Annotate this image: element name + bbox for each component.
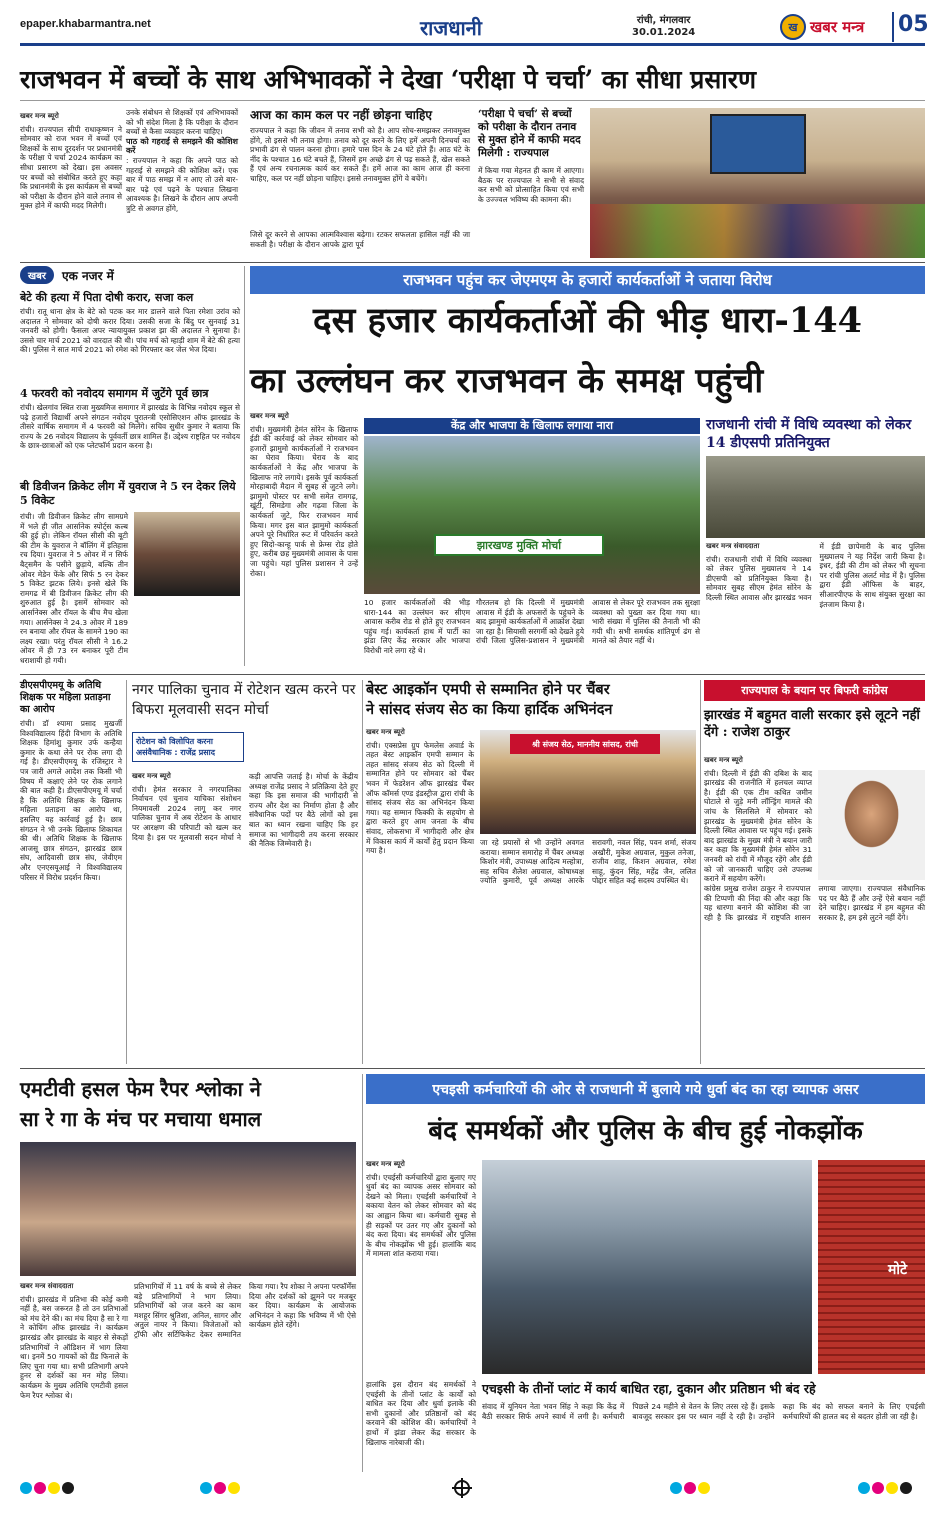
municipal-story — [132, 680, 358, 849]
brief-item-3 — [20, 480, 240, 665]
lead-text-2: गौरतलब हो कि दिल्ली में मुख्यमंत्री आवास में ईडी के अफसरों के पहुंचने के बाद झामुमो कार्यकर्ताओं में आक्रोश देखा जा रहा है। सियासी सरगर्मी को देखते हुये रांची जिला पुलिस-प्रशासन ने मुख्यमंत्री आवास से लेकर पूरे राजभवन तक सुरक्षा व्यवस्था को पुख्ता कर दिया गया था। भारी संख्या में पुलिस की तैनाती भी की गयी थी। सभी समर्थक शांतिपूर्ण ढंग से मानते को तैयार नहीं थे। — [476, 598, 700, 646]
byline: खबर मन्त्र ब्यूरो — [366, 1160, 405, 1168]
bandh-text — [366, 1160, 476, 1374]
byline: खबर मन्त्र संवाददाता — [20, 1282, 74, 1290]
print-registration-bar — [20, 1478, 925, 1500]
lead-kicker: राजभवन पहुंच कर जेएमएम के हजारों कार्यकर्ताओं ने जताया विरोध — [250, 266, 925, 294]
bandh-kicker: एचइसी कर्मचारियों की ओर से राजधानी में बुलाये गये धुर्वा बंद का रहा व्यापक असर — [366, 1074, 925, 1104]
brief-label: खबर — [20, 266, 54, 284]
color-dots — [670, 1482, 710, 1494]
dateline — [632, 15, 695, 39]
divider — [362, 680, 363, 1064]
award-headline-1: बेस्ट आइकॉन एमपी से सम्मानित होने पर चैंबर — [366, 681, 610, 698]
divider — [362, 1074, 363, 1472]
award-text-2: जा रहे प्रयासों से भी उन्होंने अवगत कराया। सम्मान समारोह में चैंबर अध्यक्ष किशोर मंत्री, उपाध्यक्ष आदित्य मल्होत्रा, सह सचिव शैलेश अग्रवाल, कोषाध्यक्ष ज्योति कुमारी, पूर्व अध्यक्ष आरके सरावगी, नवल सिंह, पवन शर्मा, संजय अखौरी, मुकेश अग्रवाल, मुकुल तनेजा, राजीव शाह, किशन अग्रवाल, रमेश साहू, कुंदन सिंह, महेंद्र जैन, ललित पोद्दार सहित कई सदस्य उपस्थित थे। — [480, 838, 696, 886]
award-body: रांची। एक्सप्रेस ग्रुप फेमलेस अवार्ड के तहत बेस्ट आइकॉन एमपी सम्मान के तहत सांसद संजय सेठ को दिल्ली में सम्मानित होने पर सोमवार को चैंबर भवन में फेडरेशन ऑफ झारखंड चैंबर ऑफ कॉमर्स एण्ड इंडस्ट्रीज द्वारा रांची के सांसद संजय सेठ का अभिनंदन किया गया। यह सम्मान फिक्की के सहयोग से द्वारा करते हुए आम जनता के बीच संवाद, लोकसभा में भागीदारी और क्षेत्र में विकास कार्य में कार्यों हेतु प्रदान किया गया है। — [366, 740, 474, 856]
municipal-body: रांची। हेमंत सरकार ने नगरपालिका निर्वाचन एवं चुनाव याचिका संशोधन नियमावली 2024 लागू कर नगर पालिका चुनाव में अब रोटेशन के आधार पर आरक्षण की परिपाटी को खत्म कर दिया है। इस पर मूलवासी सदन मोर्चा ने कड़ी आपत्ति जताई है। मोर्चा के केंद्रीय अध्यक्ष राजेंद्र प्रसाद ने प्रतिक्रिया देते हुए कहा कि इस समाज की भागीदारी से राज्य और देश का निर्माण होता है और संवैधानिक पदों पर बैठे लोगों को इस बात का ध्यान रखना चाहिए कि हर समाज का भागीदारी तय करना सरकार की नैतिक जिम्मेवारी है। — [132, 772, 358, 849]
byline: खबर मन्त्र ब्यूरो — [704, 756, 743, 764]
shutter-photo — [818, 1160, 925, 1374]
congress-kicker: राज्यपाल के बयान पर बिफरी कांग्रेस — [704, 680, 925, 701]
top-story-col1 — [20, 112, 122, 260]
brief-header — [20, 266, 240, 284]
byline: खबर मन्त्र ब्यूरो — [20, 112, 59, 120]
top-story-text-3: : राज्यपाल ने कहा कि अपने पाठ को गहराई से समझने की कोशिश करें। एक बार में पाठ समझ में न आए तो उसे बार-बार पढ़े एवं पढ़ने के पश्चात लिखना आवश्यक है। लिखने के दौरान आप अपनी त्रुटि से अवगत होंगे, — [126, 155, 238, 213]
brief-headline: 4 फरवरी को नवोदय समागम में जुटेंगे पूर्व छात्र — [20, 387, 209, 400]
brand-name: खबर मन्त्र — [810, 18, 865, 36]
law-order-text — [706, 542, 925, 670]
bandh-protest-photo — [482, 1160, 812, 1374]
color-dots-right — [858, 1482, 912, 1494]
award-photo-banner: श्री संजय सेठ, माननीय सांसद, रांची — [510, 734, 660, 754]
councillor-text: रांची। डॉ श्यामा प्रसाद मुखर्जी विश्वविद्यालय हिंदी विभाग के अतिथि शिक्षक हिमांशु कुमार उर्फ कन्हैया कुमार के कथा लेने पर रोक लगा दी गई है। डीएसपीएमयू के रजिस्ट्रार ने पत्र जारी अगले आदेश तक किसी भी विषय में कक्षाएं लेने पर रोक लगाने की बात कही है। डीएसपीएमयू में चर्चा है कि अतिथि शिक्षक के खिलाफ महिला प्रताड़ना का आरोप था, इसलिए यह कार्रवाई हुई है। छात्र संगठन ने भी उनके खिलाफ शिकायत की थी। अतिथि शिक्षक के खिलाफ आजसू छात्र संगठन, झारखंड छात्र संघ, आदिवासी छात्र संघ, जेवीएम और एनएसयूआई ने विश्वविद्यालय परिसर में विरोध प्रदर्शन किया। — [20, 719, 122, 882]
site-url[interactable]: epaper.khabarmantra.net — [20, 18, 151, 30]
lead-text-body: रांची। मुख्यमंत्री हेमंत सोरेन के खिलाफ ईडी की कार्रवाई को लेकर सोमवार को हजारों झामुमो कार्यकर्ताओं ने राजभवन का घेराव किया। घेराव के बाद कार्यकर्ताओं ने केंद्र और भाजपा के खिलाफ नारे लगाये। इसके पूर्व कार्यकर्ता मोरहाबादी मैदान में सुबह से जुटने लगे। झामुमो पोस्टर पर सभी समेत रामगढ़, खूंटी, सिमडेगा और गढ़वा जिला के कार्यकर्ता जुटे, फिर राजभवन मार्च किया। मगर इस बात झामुमो कार्यकर्ता अपने पूरे निर्धारित रूट में परिवर्तन करते हुए सिदो-कान्हू पार्क से फ्रेम्स रोड होते हुए, करीब छह मुख्यमंत्री आवास के पास जा पहुंचे। यहां पुलिस प्रशासन ने उन्हें रोका। — [250, 424, 358, 578]
top-story-subhead: पाठ को गहराई से समझने की कोशिश करें — [126, 136, 238, 156]
bandh-text-3: संवाद में यूनियन नेता भवन सिंह ने कहा कि केंद्र में बैठी सरकार सिर्फ अपने स्वार्थ में लगी है। कर्मचारी पिछले 24 महीने से वेतन के लिए तरस रहे हैं। इसके बावजूद सरकार इस पर ध्यान नहीं दे रही है। उन्होंने कहा कि बंद को सफल बनाने के लिए एचईसी कर्मचारियों की हालत बद से बदतर होती जा रही है। — [482, 1402, 925, 1421]
date-city: रांची, मंगलवार — [636, 15, 691, 26]
shloka-text — [20, 1282, 128, 1468]
congress-text — [704, 756, 812, 884]
brief-title: एक नजर में — [61, 268, 114, 283]
divider — [20, 1068, 925, 1069]
shloka-headline-2: सा रे गा के मंच पर मचाया धमाल — [20, 1107, 262, 1131]
top-story-text: रांची। राज्यपाल सीपी राधाकृष्णन ने सोमवार को राज भवन में बच्चों एवं शिक्षकों के साथ दूरदर्शन पर प्रधानमंत्री के परीक्षा पे चर्चा 2024 कार्यक्रम का सीधा प्रसारण को देखा। इस अवसर पर बच्चों को संबोधित करते हुए कहा कि प्रधानमंत्री के इस कार्यक्रम से बच्चों को परीक्षा के दौरान होने वाले तनाव से मुक्त होने में काफी मदद मिलेगी। — [20, 124, 122, 211]
top-story-col2 — [126, 108, 238, 260]
lead-photo-caption: 10 हजार कार्यकर्ताओं की भीड़ धारा-144 का उल्लंघन कर सीएम आवास करीब रोड से होते हुए राजभवन पहुंच गई। कार्यकर्ता हाथ में पार्टी का झंडा लिए केंद्र सरकार और भाजपा विरोधी नारे लगा रहे थे। — [364, 598, 470, 655]
shloka-photo — [20, 1142, 356, 1276]
byline: खबर मन्त्र संवाददाता — [706, 542, 760, 550]
rajbhavan-photo — [590, 108, 925, 258]
brief-headline: बी डिवीजन क्रिकेट लीग में युवराज ने 5 रन देकर लिये 5 विकेट — [20, 480, 236, 507]
top-story-text-6: में किया गया मेहनत ही काम में आएगा। बैठक पर राज्यपाल ने सभी से संवाद कर सभी को प्रोत्साहित किया एवं सभी के उज्ज्वल भविष्य की कामना की। — [478, 166, 584, 204]
shloka-text-2: प्रतिभागियों में 11 वर्ष के बच्चे से लेकर बड़े प्रतिभागियों ने भाग लिया। प्रतिभागियों को जज करने का काम मशहूर सिंगर श्रुतिशा, अनिल, सागर और अतुल नायर ने किया। विजेताओं को ट्रॉफी और सर्टिफिकेट देकर सम्मानित किया गया। रैप शोका ने अपना परफॉर्मेंस दिया और दर्शकों को झूमने पर मजबूर कर दिया। कार्यक्रम के आयोजक अभिनंदन ने कहा कि भविष्य में भी ऐसे कार्यक्रम होते रहेंगे। — [134, 1282, 357, 1339]
lead-headline-1: दस हजार कार्यकर्ताओं की भीड़ धारा-144 — [313, 300, 862, 341]
brief-headline: बेटे की हत्या में पिता दोषी करार, सजा कल — [20, 291, 194, 304]
congress-story — [704, 680, 925, 741]
audience — [590, 204, 925, 258]
shloka-story — [20, 1074, 356, 1134]
top-story-text-5: जिसे दूर करने से आपका आत्मविश्वास बढ़ेगा। रटकर सफलता हासिल नहीं की जा सकती है। परीक्षा के दौरान आपके द्वारा पूर्व — [250, 230, 470, 249]
brand-logo-icon: ख — [780, 14, 806, 40]
councillor-story — [20, 680, 122, 1051]
byline: खबर मन्त्र ब्यूरो — [132, 772, 171, 780]
municipal-headline: नगर पालिका चुनाव में रोटेशन खत्म करने पर बिफरा मूलवासी सदन मोर्चा — [132, 682, 356, 718]
top-story-headline: राजभवन में बच्चों के साथ अभिभावकों ने देखा ‘परीक्षा पे चर्चा’ का सीधा प्रसारण — [20, 65, 757, 94]
award-photo — [480, 730, 696, 834]
brief-item-1 — [20, 290, 240, 383]
award-text — [366, 728, 474, 1064]
municipal-quote-box: रोटेशन को विलोपित करना असंवैधानिक : राजेंद्र प्रसाद — [132, 732, 244, 762]
divider — [20, 674, 925, 675]
page-number: 05 — [892, 12, 925, 42]
municipal-text — [132, 772, 358, 1062]
top-story-text-2: उनके संबोधन से शिक्षकों एवं अभिभावकों को भी संदेश मिला है कि परीक्षा के दौरान बच्चों से कैसा व्यवहार करना चाहिए। — [126, 108, 238, 137]
bandh-headline: बंद समर्थकों और पुलिस के बीच हुई नोकझोंक — [428, 1116, 863, 1146]
bandh-text-2: हालांकि इस दौरान बंद समर्थकों ने एचईसी के तीनों प्लांट के कार्यों को बाधित कर दिया और धुर्वा इलाके की सभी दुकानों और प्रतिष्ठानों को बंद करवाने की कोशिश की। कर्मचारियों ने हाथों में झंडा लेकर केंद्र सरकार के खिलाफ नारेबाजी की। — [366, 1380, 476, 1447]
brief-text: रांची। रातू थाना क्षेत्र के बेटे को पटक कर मार डालने वाले पिता रमेशा उरांव को अदालत ने सोमवार को दोषी करार दिया। उसकी सजा के बिंदु पर सुनवाई 31 जनवरी को होगी। फैसला अपर न्यायायुक्त प्रकाश झा की अदालत ने सुनाया है। उससे चार मार्च 2021 को वारदात की थी। पांच मर्च को म्हाड़ी शाम में बेटे की हत्या की। पुलिस ने सात मार्च 2021 को रमेश को गिरफ्तार कर जेल भेज दिया। — [20, 307, 240, 355]
shutter-sign: मोटे — [888, 1262, 908, 1278]
congress-body: रांची। दिल्ली में ईडी की दबिश के बाद झारखंड की राजनीति में हलचल व्याप्त है। ईडी की एक टीम कथित जमीन घोटाले से जुड़े मनी लॉन्ड्रिंग मामले की जांच के सिलसिले में सोमवार को झारखंड के मुख्यमंत्री हेमंत सोरेन के दिल्ली स्थित आवास पर पहुंच गई। इसके बाद झारखंड के मुख्य मंत्री ने बयान जारी कर कहा कि मुख्यमंत्री हेमंत सोरेन 31 जनवरी को रांची में मौजूद रहेंगे और ईडी को जो जानकारी चाहिए उसे उपलब्ध कराने में सहयोग करेंगे। — [704, 768, 812, 884]
award-story — [366, 680, 696, 720]
brief-text: रांची। जी डिवीजन क्रिकेट लीग सामग्रमे में भले ही जीत आर्सानेक स्पोर्ट्स कल्ब की हुई हो। लेकिन रॉयल सीसी की बूटी की टीम के युवराज ने बॉलिंग में इतिहास रच दिया। युवराज ने 5 ओवर में न सिर्फ बैट्समैन के पसीने छुड़ाये, बल्कि तीन ओवर मेडेन फेंके और सिर्फ 5 रन देकर 5 विकेट झटक लिये। इनसे खेले कि रामगढ में बी डिवीजन क्रिकेट लीग की शुरुआत हुई है। इसमें सोमवार को आर्सानेक्स और रॉयल के बीच मैच खेला गया। आर्सनेक्स ने 24.3 ओवर में 189 रन बनाया और रॉयल के सामने 190 का लक्ष्य रखा। परंतु रॉयल सीसी ने 16.2 ओवर में ही 73 रन बनाकर पूरी टीम धराशायी हो गयी। — [20, 512, 128, 665]
crosshair-icon — [454, 1480, 470, 1496]
tv-screen — [710, 114, 806, 174]
award-headline-2: ने सांसद संजय सेठ का किया हार्दिक अभिनंदन — [366, 701, 613, 718]
divider — [126, 680, 127, 1064]
protest-banner: झारखण्ड मुक्ति मोर्चा — [434, 534, 604, 556]
divider — [20, 100, 925, 101]
protest-photo — [364, 436, 700, 594]
date: 30.01.2024 — [632, 27, 696, 38]
top-story-col3 — [250, 106, 470, 266]
divider — [700, 680, 701, 1064]
cricketer-photo — [134, 512, 240, 596]
brief-text: रांची। खेलगांव स्थित राजा मुख्यमिज समागार में झारखंड के विभिन्न नवोदय स्कूल से पढ़े हजारों विद्यार्थी अपने संगठन नवोदय पुरातन्त्री एसोसिएशन ऑफ झारखंड के तीसरे वार्षिक समागम में 4 फरवरी को मिलेंगे। सचिव सुधीर कुमार ने बताया कि राज्य के 26 नवोदय विद्यालय के पूर्ववर्ती छात्र शामिल हैं। उद्देश्य राष्ट्रहित पर नवोदय के छात्र-छात्राओं को एक प्लेटफॉर्म प्रदान करना है। — [20, 403, 240, 451]
police-photo — [706, 456, 925, 538]
quote-head: आज का काम कल पर नहीं छोड़ना चाहिए — [250, 108, 433, 122]
masthead — [20, 12, 929, 46]
rajesh-thakur-photo — [818, 770, 925, 880]
bandh-body: रांची। एचईसी कर्मचारियों द्वारा बुलाए गए धुर्वा बंद का व्यापक असर सोमवार को देखने को मिला। एचईसी कर्मचारियों ने बकाया वेतन को लेकर सोमवार को बंद का आह्वान किया था। कर्मचारी सुबह से ही सड़कों पर उतर गए और दुकानों को बंद करा दिया। बंद समर्थकों और पुलिस के बीच नोकझोंक भी हुई। हालांकि बाद में मामला शांत कराया गया। — [366, 1172, 476, 1259]
top-story-text-4: राज्यपाल ने कहा कि जीवन में तनाव सभी को है। आप सोच-समझकर तनावमुक्त होंगे, तो इससे भी तनाव होगा। तनाव को दूर करने के लिए हमें अपनी दिनचर्या का प्रभावी ढंग से पालन करना होगा। हमारे पास दिन के 24 घंटे होते हैं। आठ घंटे के नींद के पश्चात 16 घंटे बचते हैं, जिसमें हम अच्छे ढंग से पढ़ सकते हैं, खेल सकते हैं एवं अन्य रचनात्मक कार्य कर सकते हैं। हमें आज का काम आज ही करना चाहिए, कल पर नहीं छोड़ना चाहिए। इससे तनावमुक्त होंगे वे बचेंगे। — [250, 126, 470, 183]
section-title: राजधानी — [420, 16, 482, 40]
color-dots-left — [20, 1482, 74, 1494]
brief-item-2 — [20, 386, 240, 479]
congress-text-2: कांग्रेस प्रमुख राजेश ठाकुर ने राज्यपाल की टिप्पणी की निंदा की और कहा कि यह धारणा बनाने की कोशिश की जा रही है कि झारखंड में राष्ट्रपति शासन लगाया जाएगा। राज्यपाल संवैधानिक पद पर बैठे हैं और उन्हें ऐसे बयान नहीं देने चाहिए। झारखंड में हम बहुमत की सरकार है, हम इसे लुटने नहीं देंगे। — [704, 884, 925, 922]
bandh-subhead: एचइसी के तीनों प्लांट में कार्य बाधित रहा, दुकान और प्रतिष्ठान भी बंद रहे — [482, 1381, 816, 1396]
lead-photo-caption-head: केंद्र और भाजपा के खिलाफ लगाया नारा — [364, 418, 700, 434]
law-order-body: रांची। राजधानी रांची में विधि व्यवस्था को लेकर पुलिस मुख्यालय ने 14 डीएसपी को प्रतिनियुक्त किया है। सोमवार सुबह सीएम हेमंत सोरेन के दिल्ली स्थित आवास और झारखंड भवन में ईडी छापेमारी के बाद पुलिस मुख्यालय ने यह निर्देश जारी किया है। इधर, ईडी की टीम को लेकर भी सूचना पर रांची पुलिस अलर्ट मोड में है। पुलिस द्वारा ईडी ऑफिस के बाहर, सीआरपीएफ के साथ संयुक्त सुरक्षा का इंतजाम किया है। — [706, 542, 925, 609]
color-dots — [200, 1482, 240, 1494]
brand — [780, 12, 890, 42]
lead-headline-2: का उल्लंघन कर राजभवन के समक्ष पहुंची — [250, 361, 764, 401]
councillor-headline: डीएसपीएमयू के अतिथि शिक्षक पर महिला प्रताड़ना का आरोप — [20, 680, 111, 715]
pull-quote-block — [478, 108, 584, 222]
lead-text — [250, 412, 358, 670]
divider — [20, 262, 925, 263]
divider — [244, 266, 245, 666]
byline: खबर मन्त्र ब्यूरो — [250, 412, 289, 420]
shloka-headline-1: एमटीवी हसल फेम रैपर श्लोका ने — [20, 1077, 261, 1101]
shloka-body: रांची। झारखंड में प्रतिभा की कोई कमी नहीं है, बस जरूरत है तो उन प्रतिभाओं को मंच देने की। का मंच दिया है सा रे गा ने कोचिंग ऑफ झारखंड ने। कार्यक्रम झारखंड और झारखंड के बाहर से सेकड़ों प्रतिभागियों ने ऑडिशन में भाग लिया था। इनमें 50 गायकों को ग्रैंड फिनाले के लिए चुना गया था। सभी प्रतिभागी अपने हुनर से दर्शकों का मन मोह लिया। कार्यक्रम के मुख्य अतिथि एमटीवी हसल फेम रैपर श्लोका थे। — [20, 1294, 128, 1400]
congress-headline: झारखंड में बहुमत वाली सरकार इसे लूटने नहीं देंगे : राजेश ठाकुर — [704, 708, 920, 740]
byline: खबर मन्त्र ब्यूरो — [366, 728, 405, 736]
pull-quote: ‘परीक्षा पे चर्चा’ से बच्चों को परीक्षा के दौरान तनाव से मुक्त होने में काफी मदद मिलेगी : राज्यपाल — [478, 108, 581, 159]
law-order-headline: राजधानी रांची में विधि व्यवस्था को लेकर 14 डीएसपी प्रतिनियुक्त — [706, 417, 912, 451]
